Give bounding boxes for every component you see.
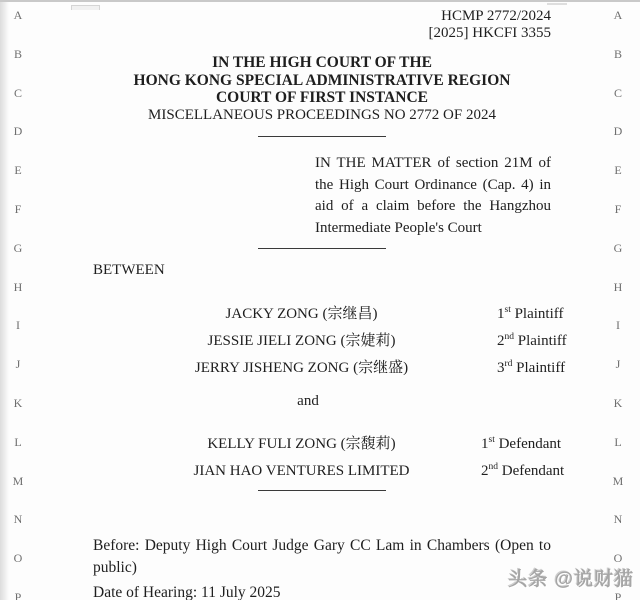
margin-letter: B	[613, 46, 622, 61]
court-heading-line: HONG KONG SPECIAL ADMINISTRATIVE REGION	[133, 71, 511, 89]
court-heading-line: IN THE HIGH COURT OF THE	[212, 54, 432, 71]
and-label: and	[297, 393, 319, 409]
margin-letter: K	[13, 396, 23, 410]
court-heading	[93, 54, 551, 124]
before-judge-line: Before: Deputy High Court Judge Gary CC Lam in Chambers (Open to public)	[93, 537, 551, 576]
margin-letter: J	[15, 357, 21, 372]
document-body	[93, 2, 567, 600]
neutral-citation: [2025] HKCFI 3355	[428, 25, 551, 41]
margin-letters-left	[10, 2, 26, 600]
margin-letter: I	[16, 318, 20, 333]
matter-clause: IN THE MATTER of section 21M of the High Court Ordinance (Cap. 4) in aid of a claim before the Hangzhou Intermediate People's Court	[315, 155, 551, 236]
margin-letter: B	[13, 46, 22, 61]
margin-letter: A	[13, 8, 23, 22]
party-name: JACKY ZONG (宗继昌)	[225, 306, 378, 322]
party-designation: 2nd Plaintiff	[497, 332, 567, 349]
margin-letters-right	[610, 2, 626, 600]
margin-letter: L	[614, 434, 622, 449]
margin-letter: D	[613, 124, 623, 139]
party-designation: 3rd Plaintiff	[497, 359, 566, 376]
margin-letter: C	[13, 85, 22, 100]
margin-letter: E	[614, 163, 622, 178]
section-divider	[258, 136, 386, 137]
margin-letter: P	[614, 590, 622, 600]
margin-letter: O	[613, 551, 623, 566]
party-name: JIAN HAO VENTURES LIMITED	[193, 463, 410, 479]
party-row	[93, 355, 566, 382]
party-designation: 1st Plaintiff	[497, 305, 564, 322]
party-row	[93, 431, 562, 458]
party-designation: 1st Defendant	[481, 435, 562, 452]
party-designation: 2nd Defendant	[481, 462, 565, 479]
margin-letter: G	[613, 240, 623, 255]
margin-letter: O	[13, 551, 23, 566]
margin-letter: F	[14, 202, 22, 216]
margin-letter: M	[612, 473, 624, 488]
case-number: HCMP 2772/2024	[441, 8, 551, 24]
margin-letter: K	[613, 396, 623, 410]
defendants-list	[93, 431, 565, 485]
court-heading-line: COURT OF FIRST INSTANCE	[215, 89, 429, 106]
party-name: JESSIE JIELI ZONG (宗婕莉)	[207, 333, 396, 349]
margin-letter: D	[13, 124, 23, 139]
margin-letter: F	[614, 202, 622, 216]
margin-letter: J	[615, 357, 621, 372]
margin-letter: M	[12, 473, 24, 488]
party-row	[93, 458, 565, 485]
scan-edge-shadow	[0, 2, 9, 600]
plaintiffs-list	[93, 301, 567, 382]
party-name: KELLY FULI ZONG (宗馥莉)	[207, 436, 396, 452]
between-label: BETWEEN	[93, 262, 165, 278]
margin-letter: H	[13, 279, 23, 294]
section-divider	[258, 490, 386, 491]
margin-letter: A	[613, 8, 623, 22]
party-name: JERRY JISHENG ZONG (宗继盛)	[194, 360, 409, 376]
margin-letter: H	[613, 279, 623, 294]
margin-letter: I	[616, 318, 620, 333]
hearing-date-line: Date of Hearing: 11 July 2025	[93, 584, 281, 600]
margin-letter: N	[613, 512, 623, 527]
margin-letter: P	[14, 590, 22, 600]
margin-letter: N	[13, 512, 23, 527]
proceedings-number-line: MISCELLANEOUS PROCEEDINGS NO 2772 OF 2024	[148, 106, 496, 123]
section-divider	[258, 248, 386, 249]
case-reference	[93, 8, 551, 42]
party-row	[93, 328, 567, 355]
margin-letter: L	[14, 434, 22, 449]
margin-letter: E	[14, 163, 22, 178]
watermark: 头条 @说财猫	[508, 569, 634, 590]
party-row	[93, 301, 564, 328]
margin-letter: G	[13, 240, 23, 255]
margin-letter: C	[613, 85, 622, 100]
